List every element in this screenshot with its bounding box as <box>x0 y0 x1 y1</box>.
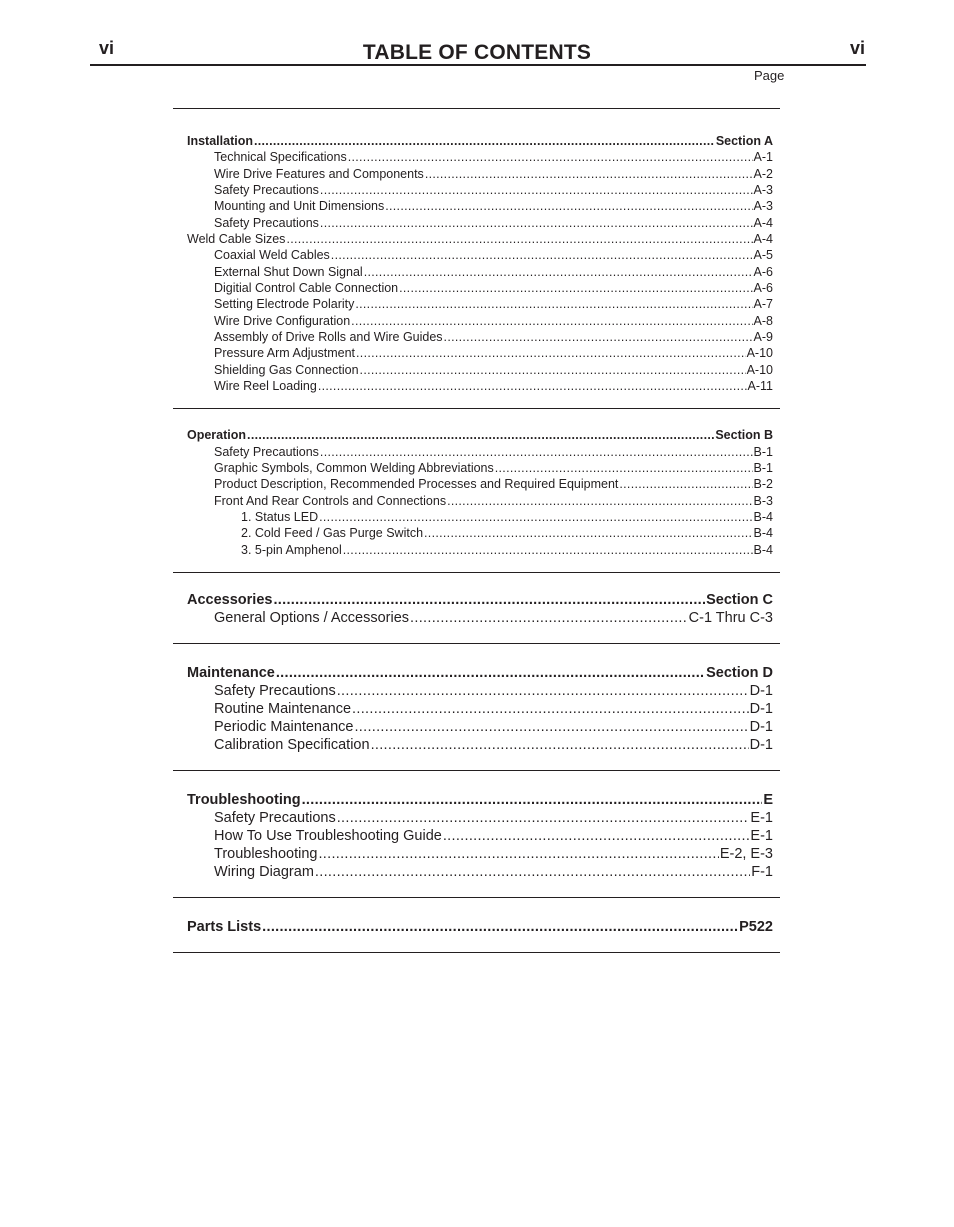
toc-entry[interactable]: Safety Precautions ..... B-1 <box>214 444 773 460</box>
toc-entry[interactable]: Technical Specifications ..... A-1 <box>214 149 773 165</box>
section-divider <box>173 572 780 573</box>
section-divider <box>173 770 780 771</box>
section-divider <box>173 897 780 898</box>
toc-entry[interactable]: Coaxial Weld Cables ..... A-5 <box>214 247 773 263</box>
toc-entry[interactable]: How To Use Troubleshooting Guide ..... E-1 <box>214 827 773 845</box>
toc-entry[interactable]: Setting Electrode Polarity ..... A-7 <box>214 296 773 312</box>
toc-entry[interactable]: Safety Precautions ..... E-1 <box>214 809 773 827</box>
toc-entry[interactable]: Assembly of Drive Rolls and Wire Guides ..... A-9 <box>214 329 773 345</box>
header-rule <box>90 64 866 66</box>
page-title: TABLE OF CONTENTS <box>362 41 592 64</box>
toc-entry[interactable]: External Shut Down Signal ..... A-6 <box>214 264 773 280</box>
toc-entry[interactable]: 1. Status LED ..... B-4 <box>241 509 773 525</box>
toc-entry[interactable]: Safety Precautions ..... A-4 <box>214 215 773 231</box>
toc-entry[interactable]: Digitial Control Cable Connection ..... A-6 <box>214 280 773 296</box>
toc-section-heading-maintenance[interactable]: Maintenance ..... Section D <box>187 664 773 682</box>
toc-section-heading-parts-lists[interactable]: Parts Lists ..... P522 <box>187 918 773 936</box>
toc-entry[interactable]: Safety Precautions ..... D-1 <box>214 682 773 700</box>
toc-entry[interactable]: Troubleshooting ..... E-2, E-3 <box>214 845 773 863</box>
section-divider <box>173 643 780 644</box>
page-number-right: vi <box>850 38 866 58</box>
toc-entry[interactable]: Wire Reel Loading ..... A-11 <box>214 378 773 394</box>
toc-entry[interactable]: Safety Precautions ..... A-3 <box>214 182 773 198</box>
toc-entry[interactable]: General Options / Accessories ..... C-1 Thru C-3 <box>214 609 773 627</box>
section-divider <box>173 952 780 953</box>
section-divider <box>173 408 780 409</box>
toc-entry[interactable]: Weld Cable Sizes ..... A-4 <box>187 231 773 247</box>
toc-entry[interactable]: Shielding Gas Connection ..... A-10 <box>214 362 773 378</box>
page-column-label: Page <box>754 68 785 83</box>
toc-entry[interactable]: Product Description, Recommended Processes and Required Equipment ..... B-2 <box>214 476 773 492</box>
toc-entry[interactable]: Front And Rear Controls and Connections ..... B-3 <box>214 493 773 509</box>
toc-section-heading-accessories[interactable]: Accessories ..... Section C <box>187 591 773 609</box>
toc-section-heading-operation[interactable]: Operation ..... Section B <box>187 427 773 443</box>
toc-entry[interactable]: Routine Maintenance ..... D-1 <box>214 700 773 718</box>
toc-entry[interactable]: Wire Drive Configuration ..... A-8 <box>214 313 773 329</box>
page-number-left: vi <box>99 38 115 58</box>
toc-section-heading-installation[interactable]: Installation ..... Section A <box>187 133 773 149</box>
section-divider <box>173 108 780 109</box>
toc-entry[interactable]: 2. Cold Feed / Gas Purge Switch ..... B-4 <box>241 525 773 541</box>
toc-entry[interactable]: Pressure Arm Adjustment ..... A-10 <box>214 345 773 361</box>
toc-section-heading-troubleshooting[interactable]: Troubleshooting ..... E <box>187 791 773 809</box>
toc-entry[interactable]: Calibration Specification ..... D-1 <box>214 736 773 754</box>
toc-entry[interactable]: Mounting and Unit Dimensions ..... A-3 <box>214 198 773 214</box>
toc-entry[interactable]: Wiring Diagram ..... F-1 <box>214 863 773 881</box>
toc-entry[interactable]: Wire Drive Features and Components ..... A-2 <box>214 166 773 182</box>
toc-entry[interactable]: Periodic Maintenance ..... D-1 <box>214 718 773 736</box>
toc-entry[interactable]: Graphic Symbols, Common Welding Abbreviations ..... B-1 <box>214 460 773 476</box>
toc-entry[interactable]: 3. 5-pin Amphenol ..... B-4 <box>241 542 773 558</box>
